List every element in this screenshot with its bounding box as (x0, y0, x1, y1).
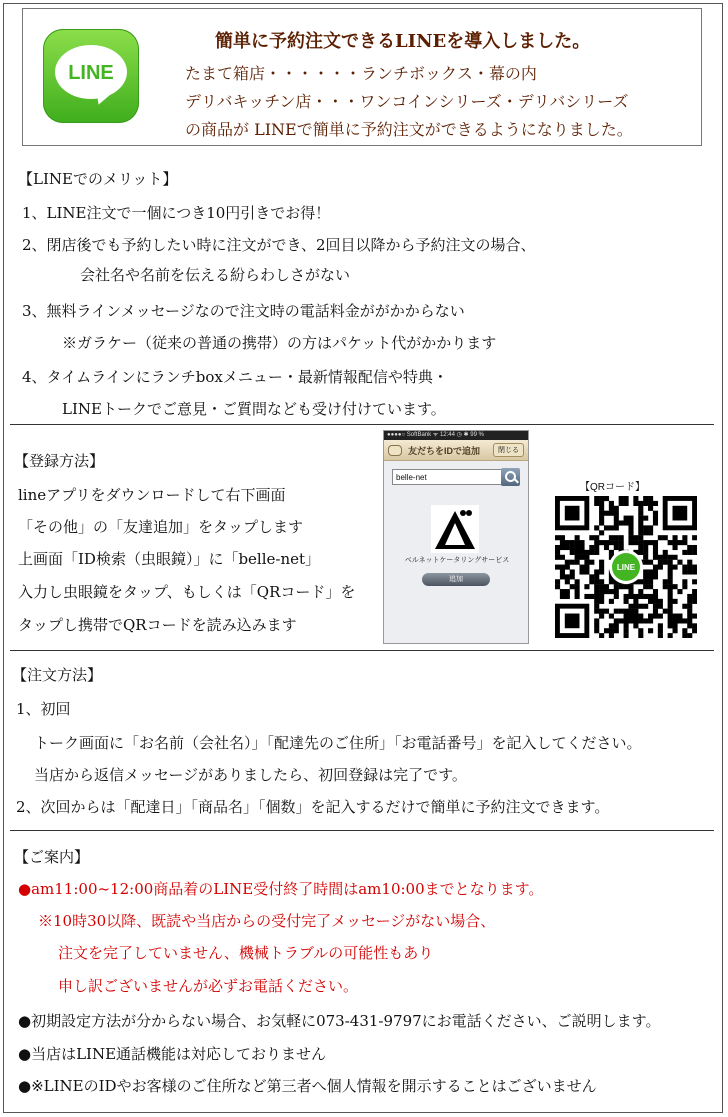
register-line-2: 「その他」の「友達追加」をタップします (18, 518, 304, 536)
order-heading: 【注文方法】 (12, 666, 103, 684)
guide-heading: 【ご案内】 (14, 848, 90, 866)
phone-status-bar: ●●●●○ SoftBank ᯤ 12:44 ◷ ✱ 99 % (384, 431, 528, 440)
phone-company-name: ベルネットケータリングサービス (404, 557, 510, 564)
merit-item-4-cont: LINEトークでご意見・ご質問なども受け付けています。 (62, 400, 446, 418)
guide-warning-2: ※10時30以降、既読や当店からの受付完了メッセージがない場合、 (38, 912, 496, 930)
divider (10, 650, 714, 651)
divider (10, 424, 714, 425)
guide-line-2: ●当店はLINE通話機能は対応しておりません (18, 1045, 327, 1063)
guide-warning-4: 申し訳ございませんが必ずお電話ください。 (58, 977, 359, 995)
phone-nav-title: 友だちをIDで追加 (408, 446, 481, 456)
register-line-4: 入力し虫眼鏡をタップ、もしくは「QRコード」を (18, 583, 356, 601)
register-line-5: タップし携帯でQRコードを読み込みます (18, 616, 297, 634)
qr-label: 【QRコード】 (580, 482, 645, 493)
guide-warning-3: 注文を完了していません、機械トラブルの可能性もあり (58, 944, 434, 962)
order-line-2: トーク画面に「お名前（会社名）」「配達先のご住所」「お電話番号」を記入してください。 (34, 734, 642, 752)
header-line-2: デリバキッチン店・・・ワンコインシリーズ・デリバシリーズ (185, 92, 629, 111)
merit-heading: 【LINEでのメリット】 (18, 170, 178, 188)
order-line-3: 当店から返信メッセージがありましたら、初回登録は完了です。 (34, 766, 467, 784)
merit-item-3-note: ※ガラケー（従来の普通の携帯）の方はパケット代がかかります (62, 334, 497, 352)
order-line-4: 2、次回からは「配達日」「商品名」「個数」を記入するだけで簡単に予約注文できます。 (16, 798, 610, 816)
register-line-3: 上画面「ID検索（虫眼鏡）」に「belle-net」 (18, 550, 321, 568)
divider (10, 830, 714, 831)
merit-item-2: 2、閉店後でも予約したい時に注文ができ、2回目以降から予約注文の場合、 (22, 236, 536, 254)
phone-search-input[interactable]: belle-net (392, 469, 510, 485)
merit-item-2-cont: 会社名や名前を伝える紛らわしさがない (80, 266, 351, 284)
guide-line-3: ●※LINEのIDやお客様のご住所など第三者へ個人情報を開示することはございません (18, 1077, 597, 1095)
phone-nav-bar (384, 440, 528, 461)
phone-close-button[interactable]: 閉じる (493, 443, 524, 457)
qr-code (555, 496, 697, 638)
header-title: 簡単に予約注文できるLINEを導入しました。 (215, 31, 591, 52)
header-line-1: たまて箱店・・・・・・ランチボックス・幕の内 (185, 64, 537, 83)
phone-add-button[interactable]: 追加 (422, 573, 490, 586)
guide-warning-1: ●am11:00~12:00商品着のLINE受付終了時間はam10:00までとなります。 (18, 880, 544, 898)
phone-screenshot (383, 430, 529, 644)
merit-item-4: 4、タイムラインにランチboxメニュー・最新情報配信や特典・ (22, 368, 448, 386)
register-line-1: lineアプリをダウンロードして右下画面 (18, 486, 286, 504)
search-icon[interactable] (501, 468, 520, 486)
company-logo-icon (431, 505, 479, 553)
merit-item-1: 1、LINE注文で一個につき10円引きでお得！ (22, 204, 331, 222)
line-app-icon (43, 29, 139, 123)
order-line-1: 1、初回 (16, 700, 71, 718)
merit-item-3: 3、無料ラインメッセージなので注文時の電話料金ががかからない (22, 302, 465, 320)
register-heading: 【登録方法】 (14, 452, 105, 470)
header-box (22, 8, 702, 146)
header-line-3: の商品が LINEで簡単に予約注文ができるようになりました。 (185, 120, 633, 139)
chat-icon (388, 445, 402, 456)
line-logo-text: LINE (68, 62, 114, 84)
guide-line-1: ●初期設定方法が分からない場合、お気軽に073-431-9797にお電話ください、ご説明します。 (18, 1012, 661, 1030)
qr-line-logo: LINE (616, 563, 636, 572)
